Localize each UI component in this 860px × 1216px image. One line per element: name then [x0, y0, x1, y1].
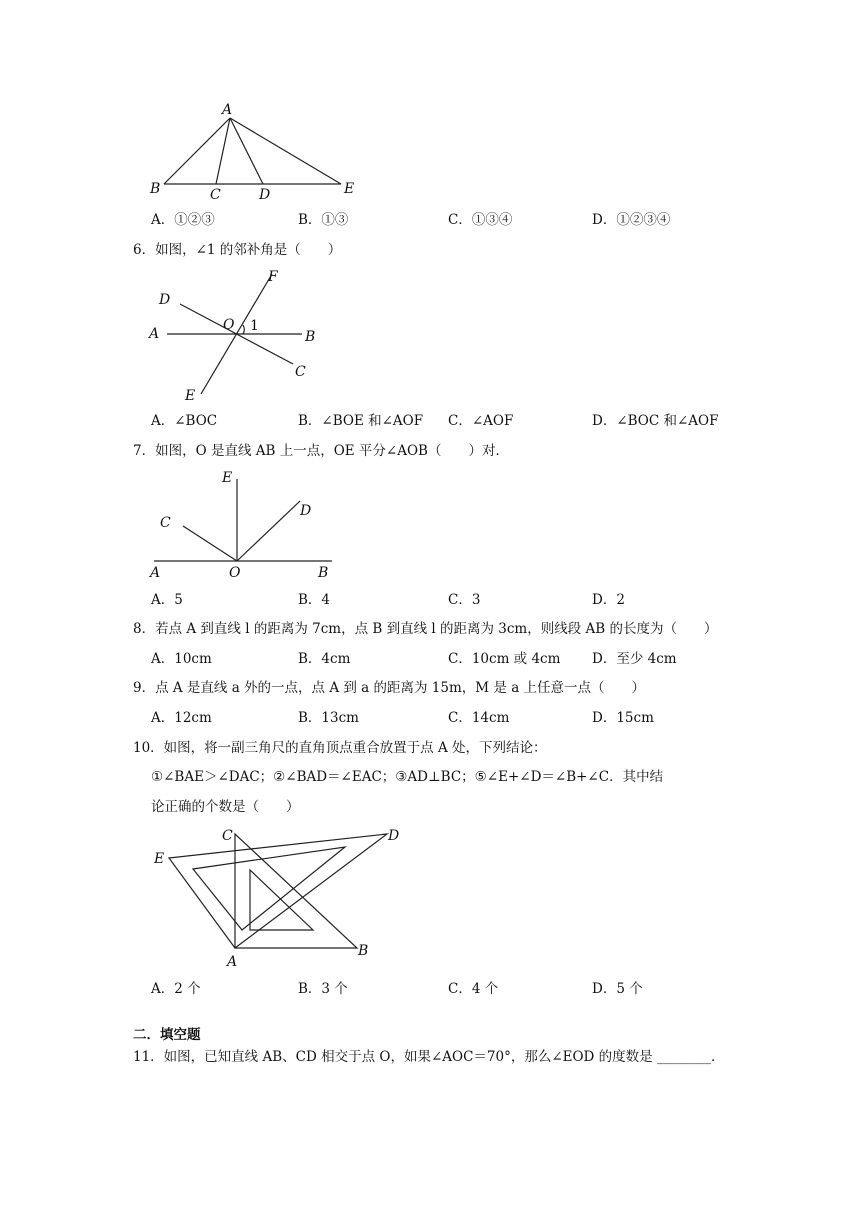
- q6-option-a[interactable]: A．∠BOC: [151, 413, 218, 429]
- label-e: E: [222, 470, 233, 486]
- ray-oc: [183, 526, 237, 561]
- q9-option-a[interactable]: A．12cm: [151, 710, 212, 726]
- label-a: A: [227, 954, 238, 970]
- label-o: O: [223, 317, 235, 333]
- label-c: C: [210, 187, 221, 203]
- label-a: A: [149, 326, 160, 342]
- q9-option-c[interactable]: C．14cm: [448, 710, 510, 726]
- q9-option-b[interactable]: B．13cm: [298, 710, 359, 726]
- figure-q7: [140, 465, 350, 585]
- label-a: A: [150, 565, 161, 581]
- q11-stem: 11．如图，已知直线 AB、CD 相交于点 O，如果∠AOC＝70°，那么∠EOD 的度数是 ________．: [133, 1049, 725, 1065]
- label-o: O: [229, 565, 241, 581]
- q7-option-a[interactable]: A．5: [151, 592, 183, 608]
- figure-q6: [140, 262, 340, 407]
- label-c: C: [160, 515, 171, 531]
- q9-option-d[interactable]: D．15cm: [592, 710, 654, 726]
- q8-option-a[interactable]: A．10cm: [151, 651, 212, 667]
- q7-option-b[interactable]: B．4: [298, 592, 331, 608]
- label-d: D: [388, 828, 400, 844]
- q10-option-b[interactable]: B．3 个: [298, 981, 348, 997]
- q10-stem: 10．如图，将一副三角尺的直角顶点重合放置于点 A 处，下列结论：: [133, 740, 547, 756]
- q8-option-c[interactable]: C．10cm 或 4cm: [448, 651, 561, 667]
- q10-option-d[interactable]: D．5 个: [592, 981, 643, 997]
- q6-option-d[interactable]: D．∠BOC 和∠AOF: [592, 413, 719, 429]
- q9-stem: 9．点 A 是直线 a 外的一点，点 A 到 a 的距离为 15m，M 是 a 上任意一点（ ）: [133, 680, 646, 696]
- label-c: C: [222, 828, 233, 844]
- q7-option-c[interactable]: C．3: [448, 592, 481, 608]
- figure-q5: [140, 100, 380, 205]
- segment-ac: [216, 118, 230, 184]
- q5-option-d[interactable]: D．①②③④: [592, 212, 671, 228]
- label-d: D: [159, 292, 171, 308]
- q5-option-b[interactable]: B．①③: [298, 212, 349, 228]
- q6-option-b[interactable]: B．∠BOE 和∠AOF: [298, 413, 424, 429]
- label-a: A: [222, 102, 233, 118]
- label-b: B: [318, 565, 329, 581]
- set-square-aed-outer: [169, 834, 387, 948]
- ray-od: [237, 501, 300, 561]
- label-c: C: [295, 364, 306, 380]
- label-d: D: [300, 503, 312, 519]
- label-e: E: [344, 181, 355, 197]
- q8-option-b[interactable]: B．4cm: [298, 651, 351, 667]
- q8-stem: 8．若点 A 到直线 l 的距离为 7cm，点 B 到直线 l 的距离为 3cm，则线段 AB 的长度为（ ）: [133, 621, 718, 637]
- q7-option-d[interactable]: D．2: [592, 592, 625, 608]
- label-f: F: [268, 269, 278, 285]
- label-b: B: [305, 329, 316, 345]
- segment-ab: [164, 118, 230, 184]
- q10-option-a[interactable]: A．2 个: [151, 981, 201, 997]
- label-b: B: [358, 943, 369, 959]
- angle-1-arc: [243, 325, 244, 334]
- label-e: E: [154, 851, 165, 867]
- section-title-fill-in: 二．填空题: [133, 1027, 201, 1043]
- label-e: E: [185, 388, 196, 404]
- label-b: B: [150, 181, 161, 197]
- q10-question: 论正确的个数是（ ）: [151, 799, 300, 815]
- label-d: D: [259, 187, 271, 203]
- q8-option-d[interactable]: D．至少 4cm: [592, 651, 677, 667]
- q10-option-c[interactable]: C．4 个: [448, 981, 499, 997]
- set-square-acb-outer: [235, 834, 357, 948]
- q6-stem: 6．如图，∠1 的邻补角是（ ）: [133, 242, 342, 258]
- label-angle-1: 1: [250, 318, 259, 334]
- set-square-acb-inner: [250, 870, 313, 930]
- q5-option-c[interactable]: C．①③④: [448, 212, 513, 228]
- q7-stem: 7．如图，O 是直线 AB 上一点，OE 平分∠AOB（ ）对．: [133, 443, 509, 459]
- q10-conclusions: ①∠BAE＞∠DAC；②∠BAD＝∠EAC；③AD⊥BC；⑤∠E+∠D＝∠B+∠C．其中结: [151, 769, 664, 785]
- figure-q10: [145, 822, 410, 972]
- q6-option-c[interactable]: C．∠AOF: [448, 413, 514, 429]
- q5-option-a[interactable]: A．①②③: [151, 212, 215, 228]
